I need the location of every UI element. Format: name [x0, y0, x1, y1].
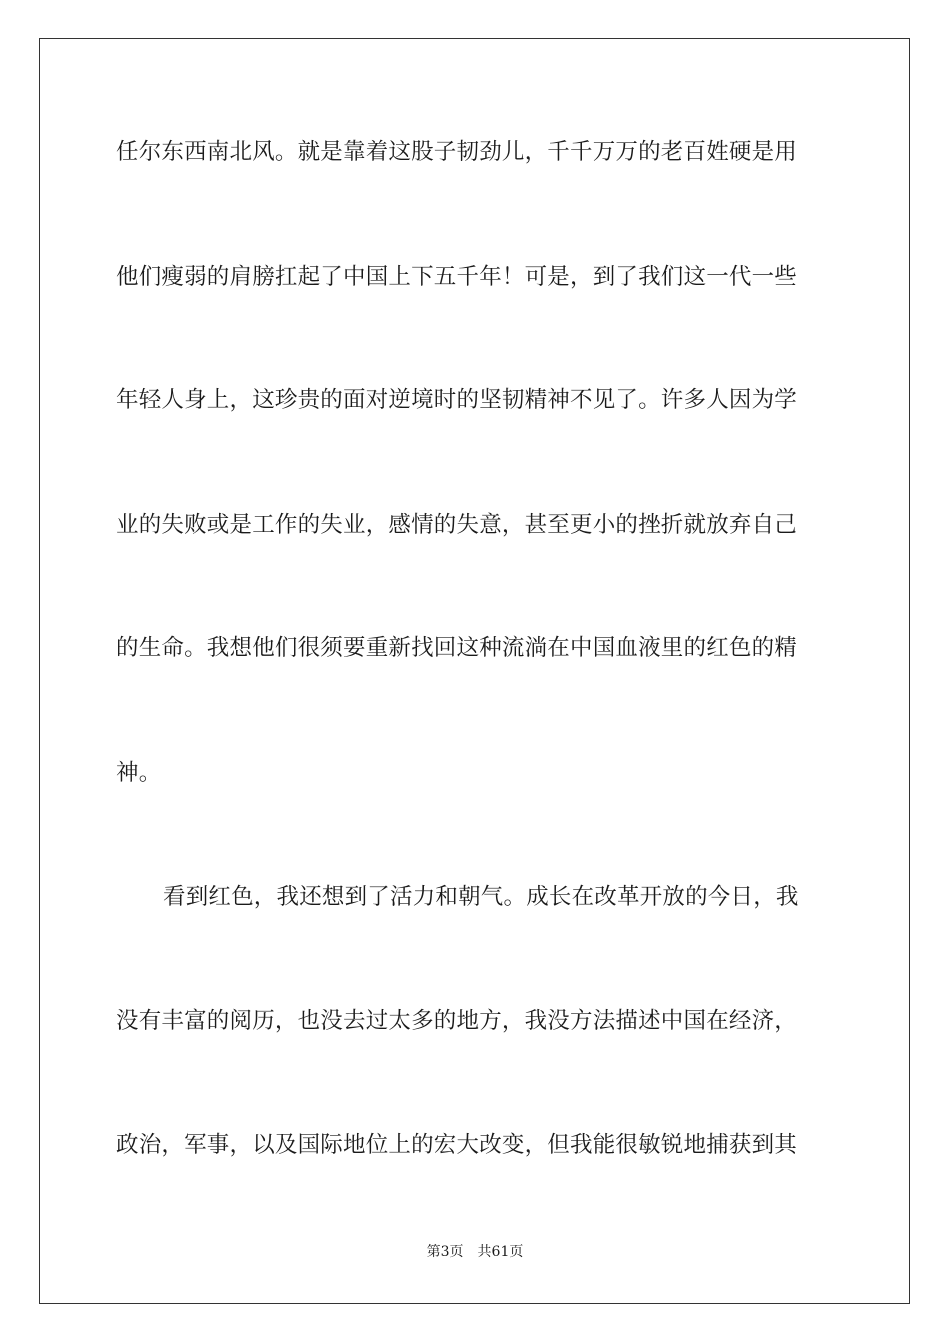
paragraph-first-line: 看到红色，我还想到了活力和朝气。成长在改革开放的今日，我: [163, 884, 799, 910]
page-total: 共61页: [477, 1244, 524, 1260]
text-line-2: 他们瘦弱的肩膀扛起了中国上下五千年！可是，到了我们这一代一些: [116, 264, 798, 290]
page-number: 第3页: [426, 1244, 464, 1260]
text-line-8: 没有丰富的阅历，也没去过太多的地方，我没方法描述中国在经济，: [116, 1008, 798, 1034]
text-line-3: 年轻人身上，这珍贵的面对逆境时的坚韧精神不见了。许多人因为学: [116, 387, 798, 413]
page-footer: [0, 1242, 950, 1262]
text-line-1: 任尔东西南北风。就是靠着这股子韧劲儿，千千万万的老百姓硬是用: [116, 139, 798, 165]
page-border: [39, 38, 910, 1304]
text-line-5: 的生命。我想他们很须要重新找回这种流淌在中国血液里的红色的精: [116, 635, 798, 661]
text-line-4: 业的失败或是工作的失业，感情的失意，甚至更小的挫折就放弃自己: [116, 512, 798, 538]
text-line-9: 政治，军事，以及国际地位上的宏大改变，但我能很敏锐地捕获到其: [116, 1132, 798, 1158]
text-line-6: 神。: [116, 760, 162, 786]
